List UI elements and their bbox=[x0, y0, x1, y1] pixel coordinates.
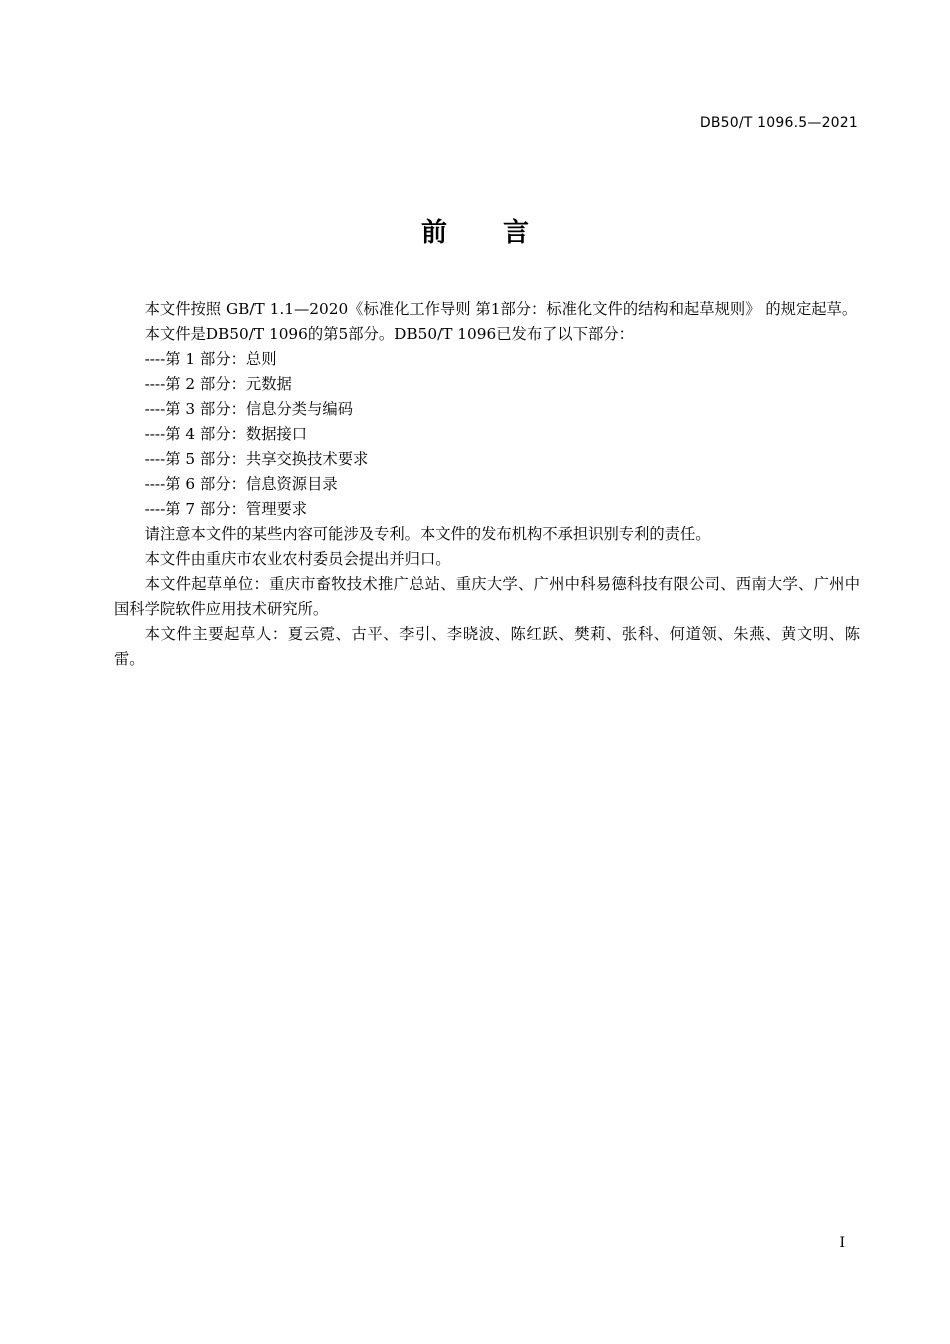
page-title bbox=[0, 212, 950, 249]
paragraph-series-intro: 本文件是DB50/T 1096的第5部分。DB50/T 1096已发布了以下部分： bbox=[144, 325, 634, 343]
paragraph-drafting-units: 本文件起草单位：重庆市畜牧技术推广总站、重庆大学、广州中科易德科技有限公司、西南大学、广州中国科学院软件应用技术研究所。 bbox=[114, 575, 860, 618]
list-item-part-2: ----第 2 部分：元数据 bbox=[144, 375, 292, 393]
title-char-1: 前 bbox=[420, 218, 447, 248]
list-item-part-1: ----第 1 部分：总则 bbox=[144, 350, 277, 368]
paragraph-proposer: 本文件由重庆市农业农村委员会提出并归口。 bbox=[144, 550, 451, 568]
paragraph-drafting-rules: 本文件按照 GB/T 1.1—2020《标准化工作导则 第1部分：标准化文件的结构和起草规则》 的规定起草。 bbox=[144, 300, 858, 318]
title-char-2: 言 bbox=[503, 218, 530, 248]
document-number: DB50/T 1096.5—2021 bbox=[699, 115, 858, 131]
paragraph-drafters: 本文件主要起草人：夏云霓、古平、李引、李晓波、陈红跃、樊莉、张科、何道领、朱燕、黄文明、陈雷。 bbox=[114, 625, 860, 668]
list-item-part-7: ----第 7 部分：管理要求 bbox=[144, 500, 308, 518]
list-item-part-3: ----第 3 部分：信息分类与编码 bbox=[144, 400, 353, 418]
list-item-part-4: ----第 4 部分：数据接口 bbox=[144, 425, 308, 443]
page-number: I bbox=[839, 1235, 845, 1251]
list-item-part-5: ----第 5 部分：共享交换技术要求 bbox=[144, 450, 369, 468]
foreword-body bbox=[114, 297, 860, 672]
paragraph-patent-notice: 请注意本文件的某些内容可能涉及专利。本文件的发布机构不承担识别专利的责任。 bbox=[144, 525, 711, 543]
list-item-part-6: ----第 6 部分：信息资源目录 bbox=[144, 475, 338, 493]
